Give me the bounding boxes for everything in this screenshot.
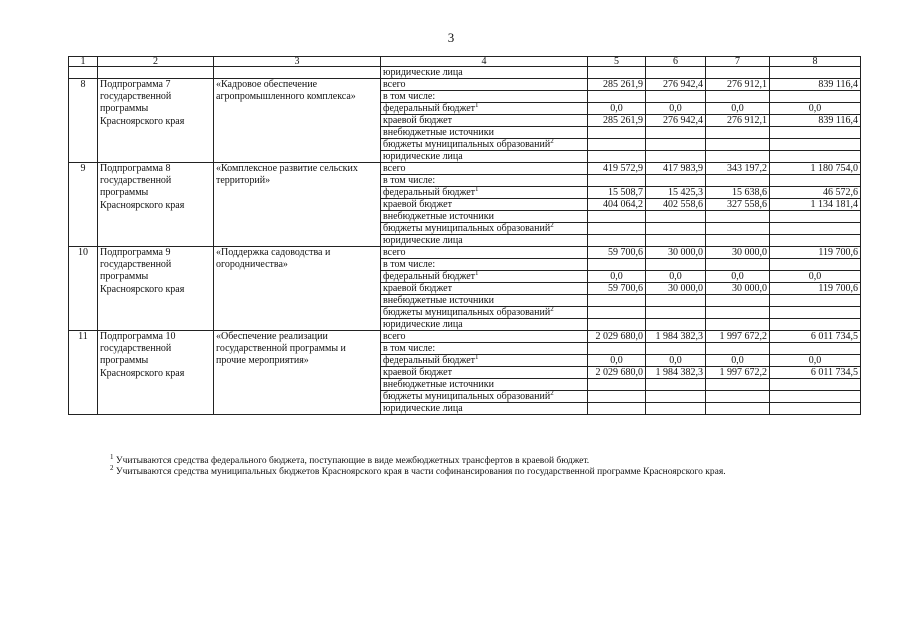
footnote-marker: 2 [550,306,554,313]
footnote-text: Учитываются средства федерального бюджета, поступающие в виде межбюджетных трансфертов в краевой бюджет. [115,456,590,466]
funding-source-label: краевой бюджет [383,115,452,126]
value-cell: 417 983,9 [646,163,706,175]
value-cell [706,211,770,223]
funding-source-cell [381,391,588,403]
empty-cell [69,67,98,79]
value-cell: 402 558,6 [646,199,706,211]
value-cell: 1 180 754,0 [770,163,861,175]
value-cell [588,91,646,103]
value-cell [646,235,706,247]
value-cell: 59 700,6 [588,247,646,259]
value-cell [646,151,706,163]
funding-source-label: юридические лица [383,403,463,414]
funding-source-label: в том числе: [383,91,436,102]
value-cell: 119 700,6 [770,247,861,259]
value-cell [588,211,646,223]
value-cell: 59 700,6 [588,283,646,295]
funding-source-label: в том числе: [383,175,436,186]
funding-source-cell [381,379,588,391]
program-name: Подпрограмма 7 государственной программы Красноярского края [98,79,214,163]
footnote-marker: 2 [550,138,554,145]
table-row [69,163,861,175]
funding-source-cell [381,151,588,163]
funding-source-cell [381,91,588,103]
value-cell: 0,0 [706,103,770,115]
footnote-marker: 2 [550,390,554,397]
value-cell [770,307,861,319]
funding-source-label: всего [383,331,406,342]
funding-source-label: бюджеты муниципальных образований [383,391,551,402]
funding-source-cell [381,199,588,211]
funding-source-cell [381,355,588,367]
table-row [69,247,861,259]
value-cell [770,127,861,139]
page-number: 3 [447,30,455,45]
value-cell [588,343,646,355]
footnote-marker: 1 [475,186,479,193]
value-cell: 30 000,0 [646,247,706,259]
footnote [110,464,726,478]
value-cell [646,343,706,355]
value-cell [706,151,770,163]
table-row [69,331,861,343]
value-cell: 30 000,0 [646,283,706,295]
value-cell [646,295,706,307]
value-cell: 839 116,4 [770,115,861,127]
funding-source-cell [381,343,588,355]
funding-source-label: федеральный бюджет [383,271,476,282]
value-cell: 1 134 181,4 [770,199,861,211]
funding-source-cell [381,163,588,175]
value-cell [706,295,770,307]
funding-source-label: всего [383,163,406,174]
value-cell: 285 261,9 [588,115,646,127]
value-cell: 30 000,0 [706,247,770,259]
funding-source-label: всего [383,79,406,90]
program-goal: «Поддержка садоводства и огородничества» [214,247,381,331]
funding-source-label: внебюджетные источники [383,211,494,222]
funding-source-label: юридические лица [383,235,463,246]
empty-cell [98,67,214,79]
funding-source-cell [381,259,588,271]
value-cell: 119 700,6 [770,283,861,295]
value-cell: 0,0 [588,271,646,283]
value-cell [706,319,770,331]
funding-source-cell [381,211,588,223]
value-cell [588,259,646,271]
value-cell [706,139,770,151]
value-cell: 1 997 672,2 [706,331,770,343]
funding-source-cell [381,295,588,307]
value-cell: 6 011 734,5 [770,367,861,379]
value-cell: 839 116,4 [770,79,861,91]
value-cell [706,91,770,103]
value-cell [646,67,706,79]
column-header: 8 [770,57,861,67]
program-name: Подпрограмма 10 государственной программы Красноярского края [98,331,214,415]
footnote-marker: 1 [475,270,479,277]
value-cell [588,295,646,307]
value-cell: 276 942,4 [646,79,706,91]
value-cell: 0,0 [588,355,646,367]
funding-source-label: краевой бюджет [383,367,452,378]
carryover-row [69,67,861,79]
value-cell: 0,0 [770,271,861,283]
empty-cell [214,67,381,79]
value-cell [706,127,770,139]
value-cell [706,175,770,187]
value-cell [588,67,646,79]
value-cell [646,259,706,271]
value-cell [770,343,861,355]
footnote-mark: 1 [110,453,114,461]
value-cell: 6 011 734,5 [770,331,861,343]
value-cell: 276 912,1 [706,115,770,127]
value-cell [588,379,646,391]
value-cell [588,139,646,151]
value-cell [706,343,770,355]
value-cell: 0,0 [646,271,706,283]
funding-source-cell [381,307,588,319]
value-cell: 0,0 [646,103,706,115]
row-number: 9 [69,163,98,247]
value-cell [770,319,861,331]
value-cell [588,391,646,403]
value-cell: 327 558,6 [706,199,770,211]
funding-source-cell [381,115,588,127]
funding-source-cell [381,103,588,115]
value-cell [646,175,706,187]
value-cell [770,223,861,235]
funding-source-label: федеральный бюджет [383,187,476,198]
value-cell [646,223,706,235]
table-header-row [69,57,861,67]
value-cell [770,403,861,415]
funding-source-label: в том числе: [383,259,436,270]
value-cell: 419 572,9 [588,163,646,175]
value-cell [646,307,706,319]
funding-source-label: федеральный бюджет [383,355,476,366]
funding-source-cell [381,139,588,151]
value-cell [706,379,770,391]
program-goal: «Обеспечение реализации государственной программы и прочие мероприятия» [214,331,381,415]
value-cell [770,259,861,271]
funding-source-label: бюджеты муниципальных образований [383,223,551,234]
program-goal: «Комплексное развитие сельских территорий» [214,163,381,247]
value-cell [770,391,861,403]
table-body [69,57,861,415]
column-header: 2 [98,57,214,67]
funding-source-cell [381,127,588,139]
funding-source-cell [381,247,588,259]
value-cell: 46 572,6 [770,187,861,199]
value-cell [646,403,706,415]
value-cell [770,295,861,307]
value-cell [770,151,861,163]
value-cell: 2 029 680,0 [588,331,646,343]
value-cell [770,235,861,247]
funding-source-cell [381,223,588,235]
value-cell: 276 942,4 [646,115,706,127]
value-cell [646,139,706,151]
value-cell: 1 984 382,3 [646,331,706,343]
footnote [110,453,726,467]
value-cell [770,91,861,103]
value-cell: 0,0 [588,103,646,115]
value-cell: 276 912,1 [706,79,770,91]
value-cell [646,319,706,331]
footnote-marker: 1 [475,102,479,109]
value-cell [770,67,861,79]
value-cell [588,223,646,235]
value-cell: 1 984 382,3 [646,367,706,379]
footnote-text: Учитываются средства муниципальных бюджетов Красноярского края в части софинансирования по государственной программе Красноярского края. [115,467,726,477]
footnotes [110,453,726,478]
funding-source-label: бюджеты муниципальных образований [383,139,551,150]
footnote-mark: 2 [110,464,114,472]
funding-source-label: юридические лица [383,319,463,330]
program-name: Подпрограмма 8 государственной программы Красноярского края [98,163,214,247]
funding-source-label: внебюджетные источники [383,295,494,306]
value-cell: 1 997 672,2 [706,367,770,379]
value-cell: 30 000,0 [706,283,770,295]
column-header: 6 [646,57,706,67]
value-cell [706,67,770,79]
value-cell: 0,0 [706,355,770,367]
value-cell [770,175,861,187]
funding-source-label: юридические лица [383,151,463,162]
column-header: 3 [214,57,381,67]
column-header: 1 [69,57,98,67]
value-cell: 0,0 [770,355,861,367]
value-cell: 0,0 [706,271,770,283]
value-cell [588,319,646,331]
value-cell [588,151,646,163]
row-number: 10 [69,247,98,331]
funding-source-cell [381,79,588,91]
value-cell [588,307,646,319]
column-header: 7 [706,57,770,67]
row-label: юридические лица [381,67,588,79]
value-cell [706,259,770,271]
funding-source-cell [381,403,588,415]
value-cell [588,403,646,415]
value-cell [706,403,770,415]
value-cell [588,235,646,247]
value-cell [646,391,706,403]
value-cell: 404 064,2 [588,199,646,211]
value-cell: 15 508,7 [588,187,646,199]
value-cell [706,235,770,247]
footnote-marker: 2 [550,222,554,229]
value-cell [706,307,770,319]
funding-source-cell [381,331,588,343]
funding-source-label: бюджеты муниципальных образований [383,307,551,318]
value-cell: 285 261,9 [588,79,646,91]
value-cell [706,223,770,235]
funding-source-cell [381,187,588,199]
value-cell [770,379,861,391]
column-header: 4 [381,57,588,67]
value-cell: 2 029 680,0 [588,367,646,379]
funding-source-cell [381,367,588,379]
program-goal: «Кадровое обеспечение агропромышленного комплекса» [214,79,381,163]
table-row [69,79,861,91]
funding-source-cell [381,175,588,187]
footnote-marker: 1 [475,354,479,361]
funding-source-label: внебюджетные источники [383,127,494,138]
funding-source-cell [381,319,588,331]
funding-source-label: федеральный бюджет [383,103,476,114]
value-cell: 15 638,6 [706,187,770,199]
value-cell [770,139,861,151]
funding-source-label: внебюджетные источники [383,379,494,390]
value-cell: 0,0 [770,103,861,115]
row-number: 11 [69,331,98,415]
column-header: 5 [588,57,646,67]
funding-source-cell [381,271,588,283]
budget-table [68,56,861,415]
value-cell [646,211,706,223]
program-name: Подпрограмма 9 государственной программы Красноярского края [98,247,214,331]
value-cell [706,391,770,403]
value-cell [646,91,706,103]
value-cell [770,211,861,223]
value-cell [646,127,706,139]
funding-source-label: краевой бюджет [383,283,452,294]
row-number: 8 [69,79,98,163]
value-cell: 343 197,2 [706,163,770,175]
value-cell [646,379,706,391]
value-cell: 0,0 [646,355,706,367]
value-cell [588,127,646,139]
value-cell: 15 425,3 [646,187,706,199]
funding-source-cell [381,283,588,295]
funding-source-label: всего [383,247,406,258]
funding-source-label: в том числе: [383,343,436,354]
funding-source-cell [381,235,588,247]
value-cell [588,175,646,187]
funding-source-label: краевой бюджет [383,199,452,210]
